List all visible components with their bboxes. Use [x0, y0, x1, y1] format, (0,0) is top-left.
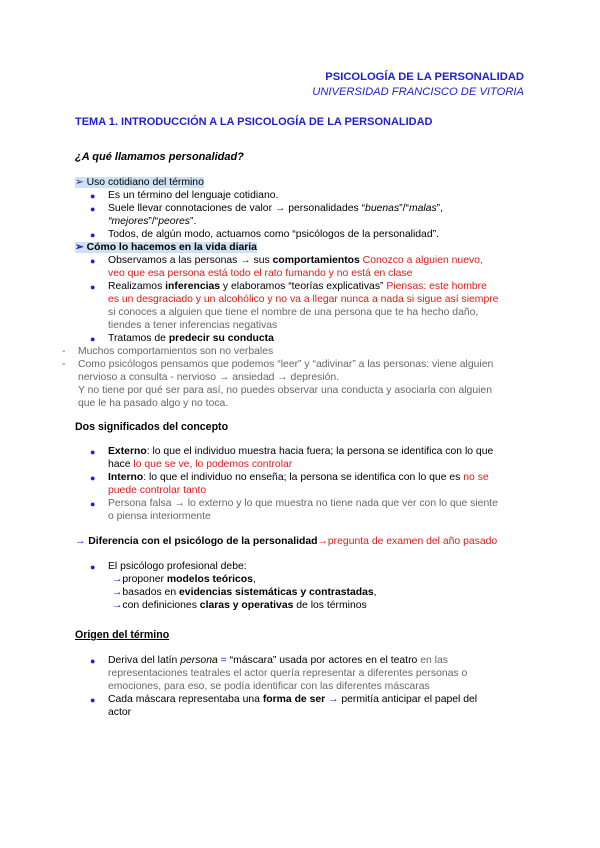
dif-s3-pre: con definiciones — [122, 600, 200, 611]
dif-s1-bold: modelos teóricos — [166, 574, 253, 585]
dash-d3b: que le ha pasado algo y no toca. — [78, 398, 229, 409]
origen-b2-bold: forma de ser — [262, 694, 326, 705]
bullet-icon: ● — [90, 204, 96, 214]
uso-b2-line2 — [108, 215, 196, 228]
question-heading: ¿A qué llamamos personalidad? — [75, 151, 244, 163]
origen-b1-pre: Deriva del latín — [108, 655, 181, 666]
bullet-icon: ● — [90, 334, 96, 344]
dos-falsa — [108, 497, 498, 510]
dos-externo-bold: Externo — [108, 446, 147, 457]
como-b1-red: Conozco a alguien nuevo, — [359, 255, 483, 266]
bullet-icon: ● — [90, 282, 96, 292]
arrow-icon: → — [112, 587, 123, 598]
como-b1 — [108, 254, 483, 267]
dos-externo-rest: : lo que el individuo muestra hacia fuera; la persona se identifica con lo que — [146, 446, 494, 457]
uso-b2-s2: ”, — [436, 203, 444, 214]
origen-b1 — [108, 654, 448, 667]
como-b1-pre: Observamos a las personas — [108, 255, 241, 266]
dash-marker: - — [62, 359, 66, 370]
origen-b1-gray3: emociones, para eso, se podía identificar con las diferentes máscaras — [108, 681, 430, 692]
arrow-icon: → — [317, 536, 328, 547]
dos-externo-line2 — [108, 458, 292, 471]
origen-heading — [75, 629, 169, 641]
uso-b2-i2: malas — [408, 203, 437, 214]
bullet-icon: ● — [90, 473, 96, 483]
dif-bold: Diferencia con el psicólogo de la personalidad — [88, 536, 318, 547]
uso-b2-l2-i1: “mejores — [108, 216, 149, 227]
dash-d3: Y no tiene por qué ser para así, no puedes observar una conducta y asociarla con alguien — [78, 385, 492, 396]
uso-heading: Uso cotidiano del término — [86, 177, 204, 188]
dash-d2b-mid: ansiedad — [229, 372, 278, 383]
dos-heading: Dos significados del concepto — [75, 421, 229, 433]
origen-b1-gray: en las — [417, 655, 448, 666]
dos-falsa-rest: lo externo y lo que muestra no tiene nada que ver con lo que siente — [184, 498, 498, 509]
dif-red: pregunta de examen del año pasado — [327, 536, 498, 547]
bullet-icon: ● — [90, 499, 96, 509]
bullet-icon: ● — [90, 562, 96, 572]
dif-s1-end: , — [252, 574, 256, 585]
university-name: UNIVERSIDAD FRANCISCO DE VITORIA — [312, 86, 524, 98]
origen-b2-l2: actor — [108, 707, 132, 718]
dos-falsa-pre: Persona falsa — [108, 498, 175, 509]
origen-b2-pre: Cada máscara representaba una — [108, 694, 263, 705]
dos-interno — [108, 471, 489, 484]
dos-falsa-l2: o piensa interiormente — [108, 511, 211, 522]
dash-d2b — [78, 371, 339, 384]
como-b2-red2: es un desgraciado y un alcohólico y no va a llegar nunca a nada si sigue así siempre — [108, 294, 499, 305]
dif-s2-end: , — [373, 587, 377, 598]
uso-b3: Todos, de algún modo, actuamos como “psicólogos de la personalidad”. — [108, 229, 439, 240]
uso-b2-l2-s: ”/“ — [148, 216, 159, 227]
dif-s2-pre: basados en — [122, 587, 180, 598]
uso-b2-mid: personalidades “ — [285, 203, 366, 214]
dif-s1-pre: proponer — [122, 574, 167, 585]
como-b2 — [108, 280, 487, 293]
arrow-icon: → — [274, 203, 286, 214]
origen-b1-rest: “máscara” usada por actores en el teatro — [229, 655, 418, 666]
uso-b2-s1: ”/“ — [399, 203, 409, 214]
dif-heading — [75, 535, 497, 548]
dif-s1 — [112, 573, 256, 586]
uso-heading-line — [75, 176, 204, 189]
como-b1-red2: veo que esa persona está todo el rato fumando y no está en clase — [108, 268, 413, 279]
tema-heading: TEMA 1. INTRODUCCIÓN A LA PSICOLOGÍA DE LA PERSONALIDAD — [75, 116, 433, 128]
como-b2-mid: y elaboramos “teorías explicativas” — [220, 281, 384, 292]
uso-b2-pre: Suele llevar connotaciones de valor — [108, 203, 275, 214]
dash-marker: - — [62, 346, 66, 357]
arrow-icon: → — [112, 600, 123, 611]
arrow-icon: → — [277, 372, 288, 383]
uso-b2 — [108, 202, 443, 215]
uso-b2-l2-i2: peores — [158, 216, 191, 227]
dos-interno-bold: Interno — [108, 472, 144, 483]
arrow-icon: → — [328, 694, 339, 705]
chevron-icon: ➢ — [75, 242, 84, 253]
como-b2-gray: si conoces a alguien que tiene el nombre de una persona que te ha hecho daño, — [108, 307, 479, 318]
dif-s2 — [112, 586, 377, 599]
dash-d2: Como psicólogos pensamos que podemos “leer” y “adivinar” a las personas: viene alguien — [78, 359, 494, 370]
dif-s3-end: de los términos — [293, 600, 367, 611]
dash-d1: Muchos comportamientos son no verbales — [78, 346, 274, 357]
dos-externo-l2: hace — [108, 459, 134, 470]
dif-b1: El psicólogo profesional debe: — [108, 561, 247, 572]
uso-b2-i1: buenas — [365, 203, 400, 214]
arrow-icon: → — [112, 574, 123, 585]
como-b3 — [108, 332, 274, 345]
bullet-icon: ● — [90, 656, 96, 666]
arrow-icon: → — [240, 255, 251, 266]
bullet-icon: ● — [90, 230, 96, 240]
dos-externo-red: lo que se ve, lo podemos controlar — [133, 459, 293, 470]
como-b2-gray2: tiendes a tener inferencias negativas — [108, 320, 278, 331]
uso-heading-highlight — [75, 177, 204, 188]
dos-interno-red: no se — [463, 472, 489, 483]
arrow-icon: → — [75, 536, 86, 547]
origen-b1-i: persona — [180, 655, 218, 666]
dos-interno-rest: : lo que el individuo no enseña; la persona se identifica con lo que es — [143, 472, 464, 483]
como-heading-highlight — [75, 242, 257, 253]
uso-b1: Es un término del lenguaje cotidiano. — [108, 190, 279, 201]
dif-s3 — [112, 599, 367, 612]
origen-b2 — [108, 693, 477, 706]
uso-b2-l2-end: ”. — [190, 216, 197, 227]
dos-interno-red2: puede controlar tanto — [108, 485, 207, 496]
como-b2-red: Piensas: este hombre — [383, 281, 487, 292]
como-b3-pre: Tratamos de — [108, 333, 169, 344]
origen-b1-eq: = — [217, 655, 230, 666]
bullet-icon: ● — [90, 191, 96, 201]
como-b1-bold: comportamientos — [272, 255, 360, 266]
chevron-icon: ➢ — [75, 177, 84, 188]
doc-title: PSICOLOGÍA DE LA PERSONALIDAD — [325, 71, 524, 83]
arrow-icon: → — [218, 372, 230, 383]
origen-b1-gray2: representaciones teatrales el actor quería representar a diferentes personas o — [108, 668, 468, 679]
dash-d2b-end: depresión. — [287, 372, 340, 383]
como-b2-pre: Realizamos — [108, 281, 166, 292]
bullet-icon: ● — [90, 695, 96, 705]
bullet-icon: ● — [90, 256, 96, 266]
dash-d2b-pre: nervioso a consulta - nervioso — [78, 372, 219, 383]
como-b2-bold: inferencias — [165, 281, 221, 292]
dif-s2-bold: evidencias sistemáticas y contrastadas — [179, 587, 374, 598]
como-b3-bold: predecir su conducta — [168, 333, 274, 344]
arrow-icon: → — [174, 498, 185, 509]
dos-externo — [108, 445, 493, 458]
bullet-icon: ● — [90, 447, 96, 457]
como-heading: Cómo lo hacemos en la vida diaria — [86, 242, 257, 253]
como-b1-mid: sus — [250, 255, 273, 266]
origen-b2-rest: permitía anticipar el papel del — [338, 694, 478, 705]
origen-heading-text: Origen del término — [75, 629, 170, 641]
como-heading-line — [75, 241, 257, 254]
dif-s3-bold: claras y operativas — [199, 600, 294, 611]
